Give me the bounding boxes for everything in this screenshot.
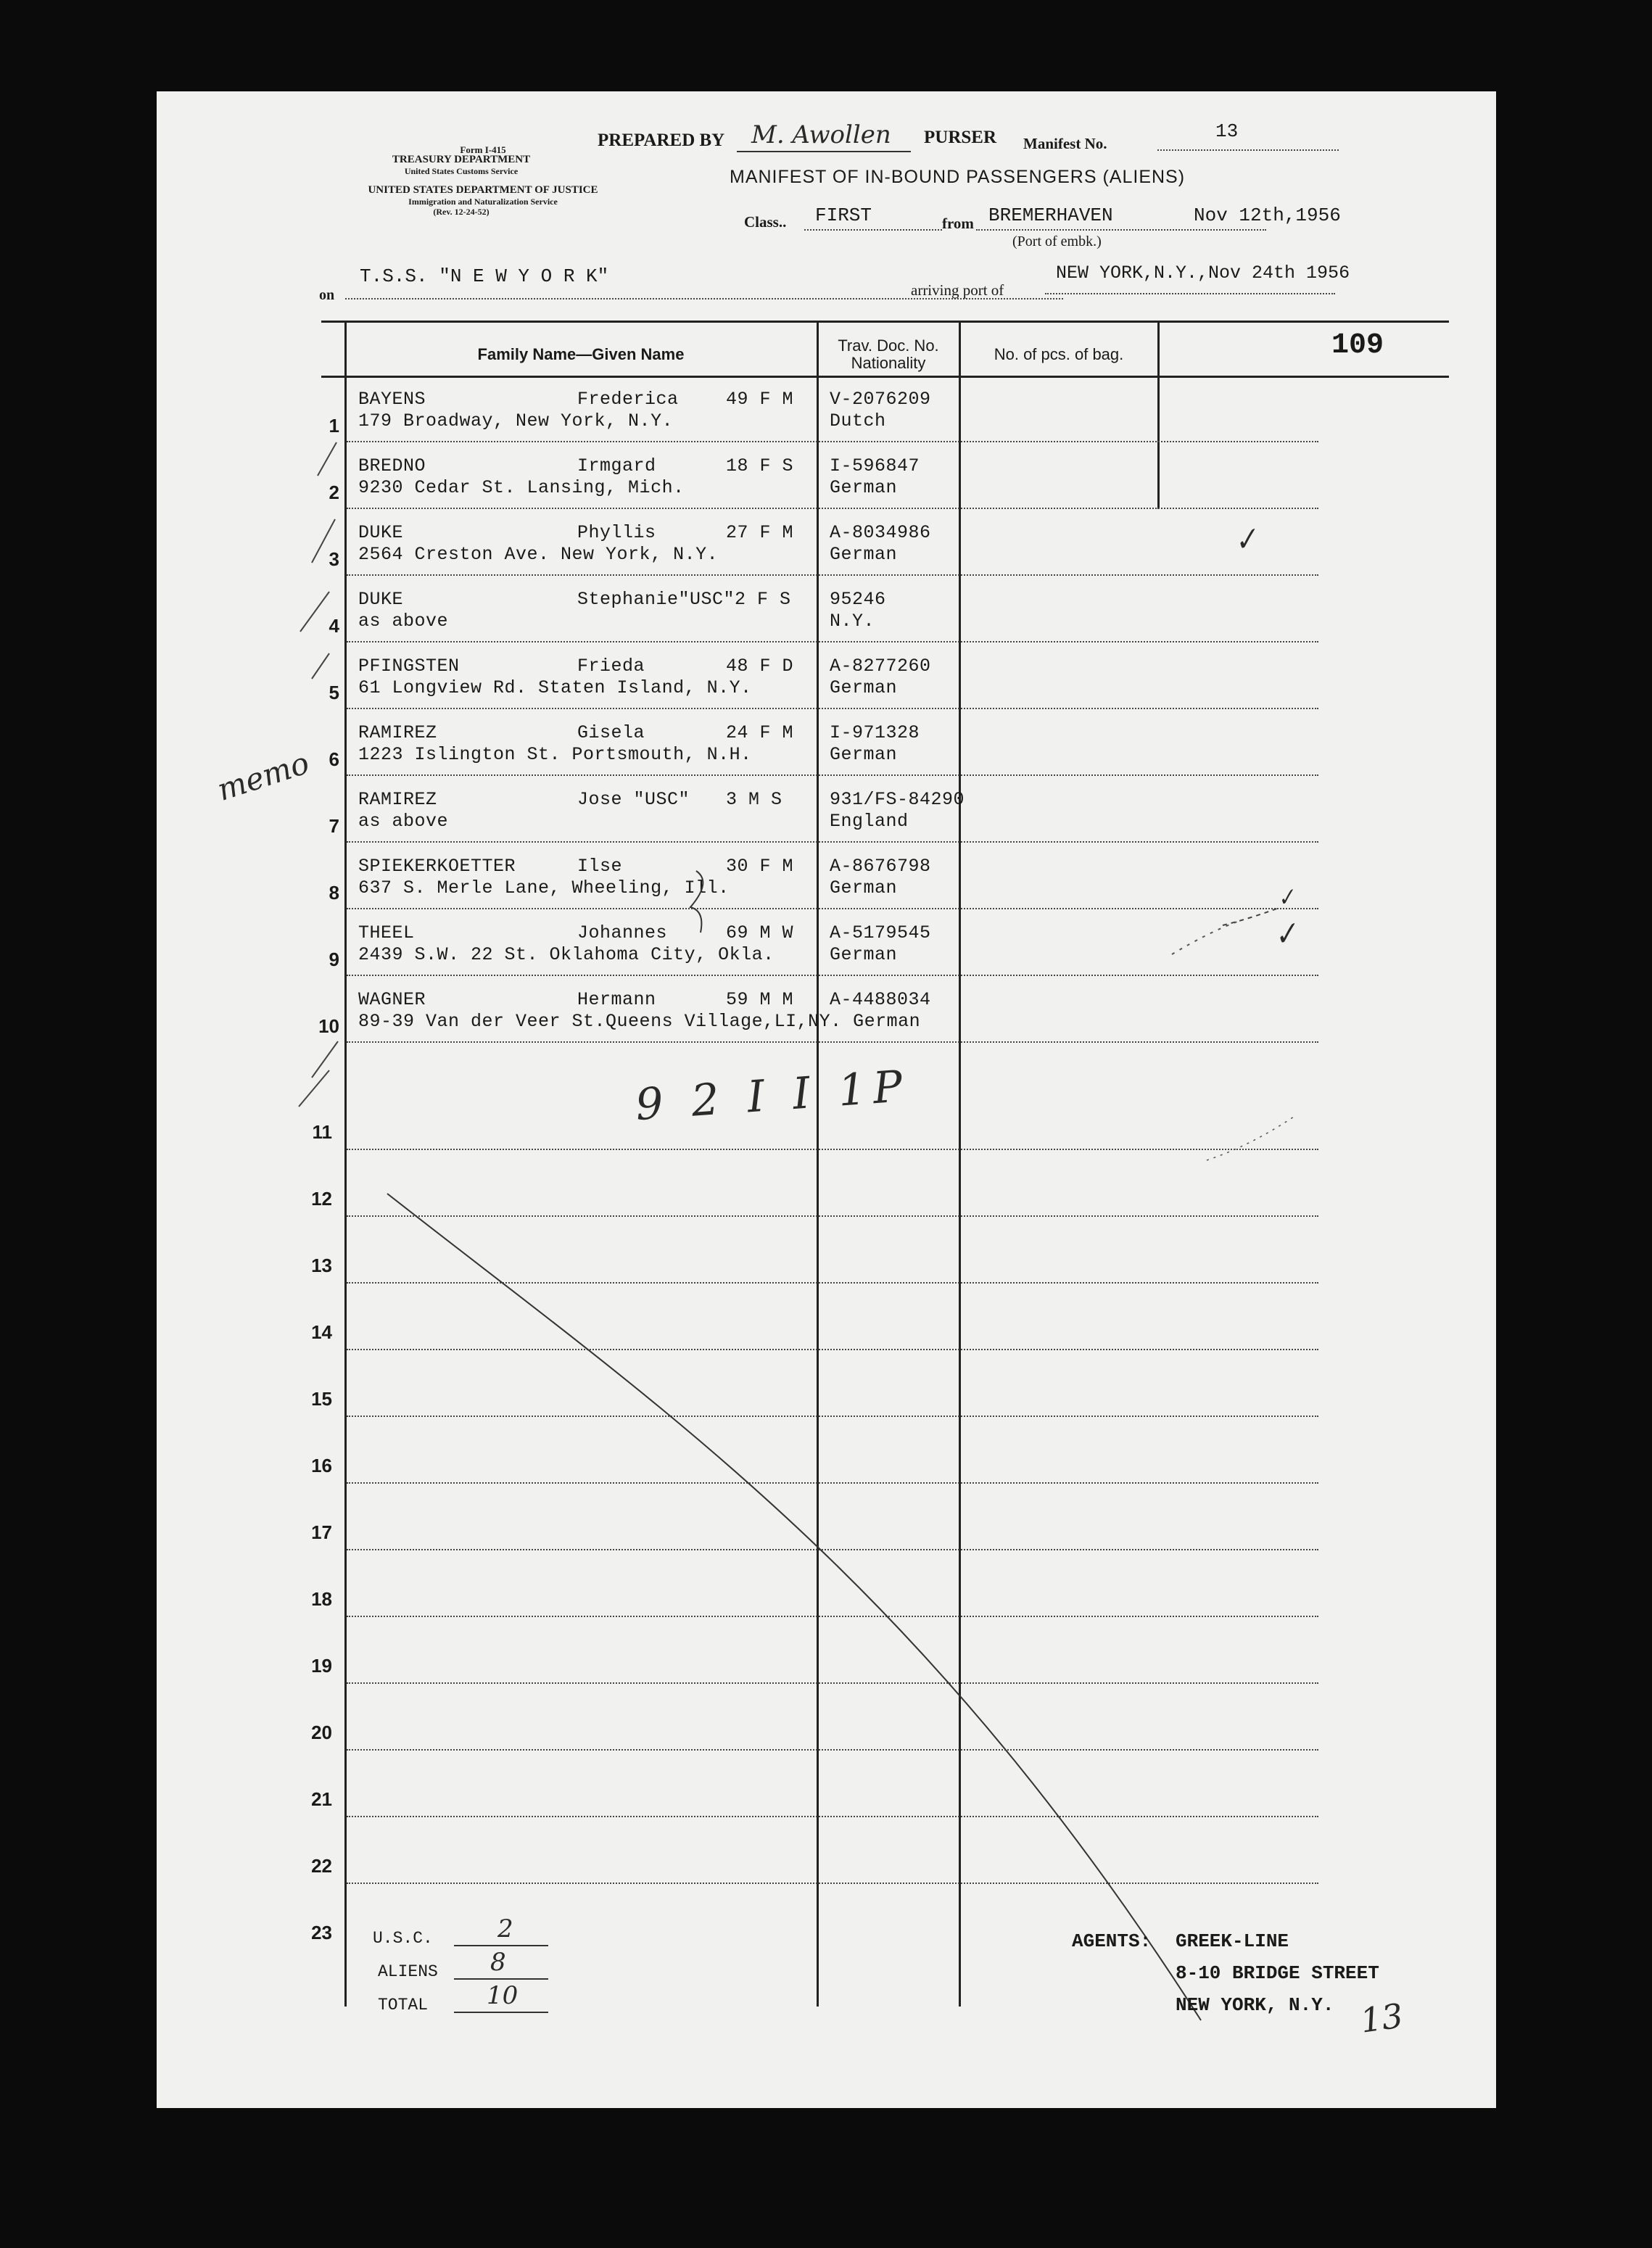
col-header-baggage: No. of pcs. of bag. <box>994 345 1124 363</box>
passenger-nationality: German <box>830 877 898 898</box>
embarkation-date: Nov 12th,1956 <box>1194 204 1341 226</box>
ship-name: T.S.S. "N E W Y O R K" <box>360 265 609 287</box>
from-port: BREMERHAVEN <box>988 204 1113 226</box>
usc-label: U.S.C. <box>373 1929 433 1948</box>
passenger-address: 2564 Creston Ave. New York, N.Y. <box>358 544 719 565</box>
from-label: from <box>942 215 974 232</box>
passenger-surname: RAMIREZ <box>358 722 437 743</box>
usc-value: 2 <box>497 1914 513 1943</box>
row-number: 14 <box>311 1321 332 1343</box>
row-number: 15 <box>311 1388 332 1410</box>
row-number: 8 <box>329 882 339 904</box>
row-11-handwritten-note: 9 2 I I 1P <box>634 1060 912 1131</box>
row-number: 11 <box>312 1121 332 1143</box>
form-revision: (Rev. 12-24-52) <box>433 207 490 217</box>
passenger-travel-doc: 95246 <box>830 589 886 610</box>
agents-line-2: 8-10 BRIDGE STREET <box>1176 1962 1379 1984</box>
checkmark-row-3: ✓ <box>1229 521 1262 560</box>
passenger-address: 9230 Cedar St. Lansing, Mich. <box>358 477 685 498</box>
manifest-title: MANIFEST OF IN-BOUND PASSENGERS (ALIENS) <box>730 167 1186 187</box>
row-number: 5 <box>329 682 339 703</box>
agents-line-3: NEW YORK, N.Y. <box>1176 1994 1334 2016</box>
port-of-embk-label: (Port of embk.) <box>1012 234 1102 249</box>
passenger-nationality: England <box>830 811 909 832</box>
col-header-nationality: Nationality <box>851 354 926 372</box>
row-number: 7 <box>329 815 339 837</box>
passenger-age-sex-status: 69 M W <box>726 922 794 943</box>
arriving-port: NEW YORK,N.Y.,Nov 24th 1956 <box>1056 263 1350 284</box>
row-number: 23 <box>311 1922 332 1943</box>
passenger-nationality: German <box>830 677 898 698</box>
passenger-address: 61 Longview Rd. Staten Island, N.Y. <box>358 677 752 698</box>
treasury-department: TREASURY DEPARTMENT <box>392 154 531 165</box>
aliens-value: 8 <box>490 1948 506 1977</box>
passenger-address: as above <box>358 611 449 632</box>
passenger-surname: RAMIREZ <box>358 789 437 810</box>
passenger-travel-doc: A-8034986 <box>830 522 931 543</box>
passenger-travel-doc: A-8277260 <box>830 656 931 677</box>
prepared-by-label: PREPARED BY <box>598 131 725 150</box>
page-number: 109 <box>1331 329 1384 362</box>
passenger-surname: DUKE <box>358 522 404 543</box>
passenger-age-sex-status: 49 F M <box>726 389 794 410</box>
passenger-age-sex-status: 30 F M <box>726 856 794 877</box>
passenger-address: 1223 Islington St. Portsmouth, N.H. <box>358 744 752 765</box>
passenger-given-name: Johannes <box>577 922 668 943</box>
passenger-travel-doc: I-971328 <box>830 722 920 743</box>
manifest-no-label: Manifest No. <box>1023 135 1107 152</box>
on-label: on <box>319 287 335 303</box>
agents-label: AGENTS: <box>1072 1930 1152 1952</box>
checkmark-row-9: ✓ <box>1269 915 1302 954</box>
passenger-address: 89-39 Van der Veer St.Queens Village,LI,NY. German <box>358 1011 921 1032</box>
total-value: 10 <box>487 1981 519 2010</box>
customs-service: United States Customs Service <box>404 166 519 176</box>
row-number: 2 <box>329 482 339 503</box>
form-number: Form I-415 <box>460 144 506 155</box>
passenger-age-sex-status: 18 F S <box>726 455 794 476</box>
row-number: 6 <box>329 748 339 770</box>
row-number: 4 <box>329 615 339 637</box>
row-number: 12 <box>311 1188 332 1210</box>
passenger-surname: THEEL <box>358 922 415 943</box>
row-number: 9 <box>329 949 339 970</box>
purser-label: PURSER <box>924 128 997 147</box>
passenger-surname: BREDNO <box>358 455 426 476</box>
passenger-surname: DUKE <box>358 589 404 610</box>
row-number: 1 <box>329 415 339 437</box>
passenger-travel-doc: A-4488034 <box>830 989 931 1010</box>
class-value: FIRST <box>815 204 872 226</box>
passenger-nationality: German <box>830 744 898 765</box>
passenger-travel-doc: 931/FS-84290 <box>830 789 965 810</box>
row-number: 22 <box>311 1855 332 1877</box>
passenger-given-name: Phyllis <box>577 522 656 543</box>
row-number: 19 <box>311 1655 332 1677</box>
passenger-given-name: Irmgard <box>577 455 656 476</box>
passenger-address: 637 S. Merle Lane, Wheeling, Ill. <box>358 877 730 898</box>
passenger-travel-doc: I-596847 <box>830 455 920 476</box>
passenger-surname: SPIEKERKOETTER <box>358 856 516 877</box>
passenger-nationality: Dutch <box>830 410 886 431</box>
row-number: 17 <box>311 1521 332 1543</box>
passenger-given-name: Frieda <box>577 656 645 677</box>
passenger-age-sex-status: 3 M S <box>726 789 782 810</box>
row-number: 10 <box>318 1015 339 1037</box>
passenger-age-sex-status: 24 F M <box>726 722 794 743</box>
passenger-given-name: Jose "USC" <box>577 789 690 810</box>
department-of-justice: UNITED STATES DEPARTMENT OF JUSTICE <box>368 184 598 196</box>
passenger-surname: PFINGSTEN <box>358 656 460 677</box>
passenger-nationality: German <box>830 944 898 965</box>
passenger-address: as above <box>358 811 449 832</box>
passenger-given-name: Hermann <box>577 989 656 1010</box>
arriving-port-label: arriving port of <box>911 281 1004 299</box>
passenger-travel-doc: A-5179545 <box>830 922 931 943</box>
page-corner-number: 13 <box>1358 1996 1406 2041</box>
immigration-service: Immigration and Naturalization Service <box>408 197 558 207</box>
passenger-age-sex-status: 59 M M <box>726 989 794 1010</box>
aliens-line <box>454 1978 548 1980</box>
passenger-travel-doc: A-8676798 <box>830 856 931 877</box>
passenger-nationality: N.Y. <box>830 611 875 632</box>
purser-signature: M. Awollen <box>751 120 891 149</box>
class-label: Class.. <box>744 213 787 231</box>
checkmark-row-8: ✓ <box>1273 883 1299 913</box>
row-number: 13 <box>311 1255 332 1276</box>
passenger-surname: BAYENS <box>358 389 426 410</box>
passenger-given-name: Ilse <box>577 856 623 877</box>
usc-line <box>454 1945 548 1946</box>
col-header-doc: Trav. Doc. No. <box>838 336 939 355</box>
total-line <box>454 2012 548 2013</box>
margin-note: memo <box>212 745 314 808</box>
passenger-address: 179 Broadway, New York, N.Y. <box>358 410 674 431</box>
passenger-nationality: German <box>830 544 898 565</box>
col-header-name: Family Name—Given Name <box>477 345 685 363</box>
manifest-sheet <box>157 91 1496 2108</box>
passenger-surname: WAGNER <box>358 989 426 1010</box>
total-label: TOTAL <box>378 1996 429 2014</box>
passenger-address: 2439 S.W. 22 St. Oklahoma City, Okla. <box>358 944 775 965</box>
passenger-given-name: Stephanie"USC"2 F S <box>577 589 791 610</box>
manifest-number: 13 <box>1215 120 1239 142</box>
agents-line-1: GREEK-LINE <box>1176 1930 1289 1952</box>
row-number: 18 <box>311 1588 332 1610</box>
passenger-age-sex-status: 48 F D <box>726 656 794 677</box>
passenger-travel-doc: V-2076209 <box>830 389 931 410</box>
passenger-nationality: German <box>830 477 898 498</box>
passenger-age-sex-status: 27 F M <box>726 522 794 543</box>
row-number: 3 <box>329 548 339 570</box>
row-number: 16 <box>311 1455 332 1476</box>
aliens-label: ALIENS <box>378 1962 438 1981</box>
passenger-given-name: Gisela <box>577 722 645 743</box>
passenger-given-name: Frederica <box>577 389 679 410</box>
row-number: 21 <box>311 1788 332 1810</box>
row-number: 20 <box>311 1722 332 1743</box>
